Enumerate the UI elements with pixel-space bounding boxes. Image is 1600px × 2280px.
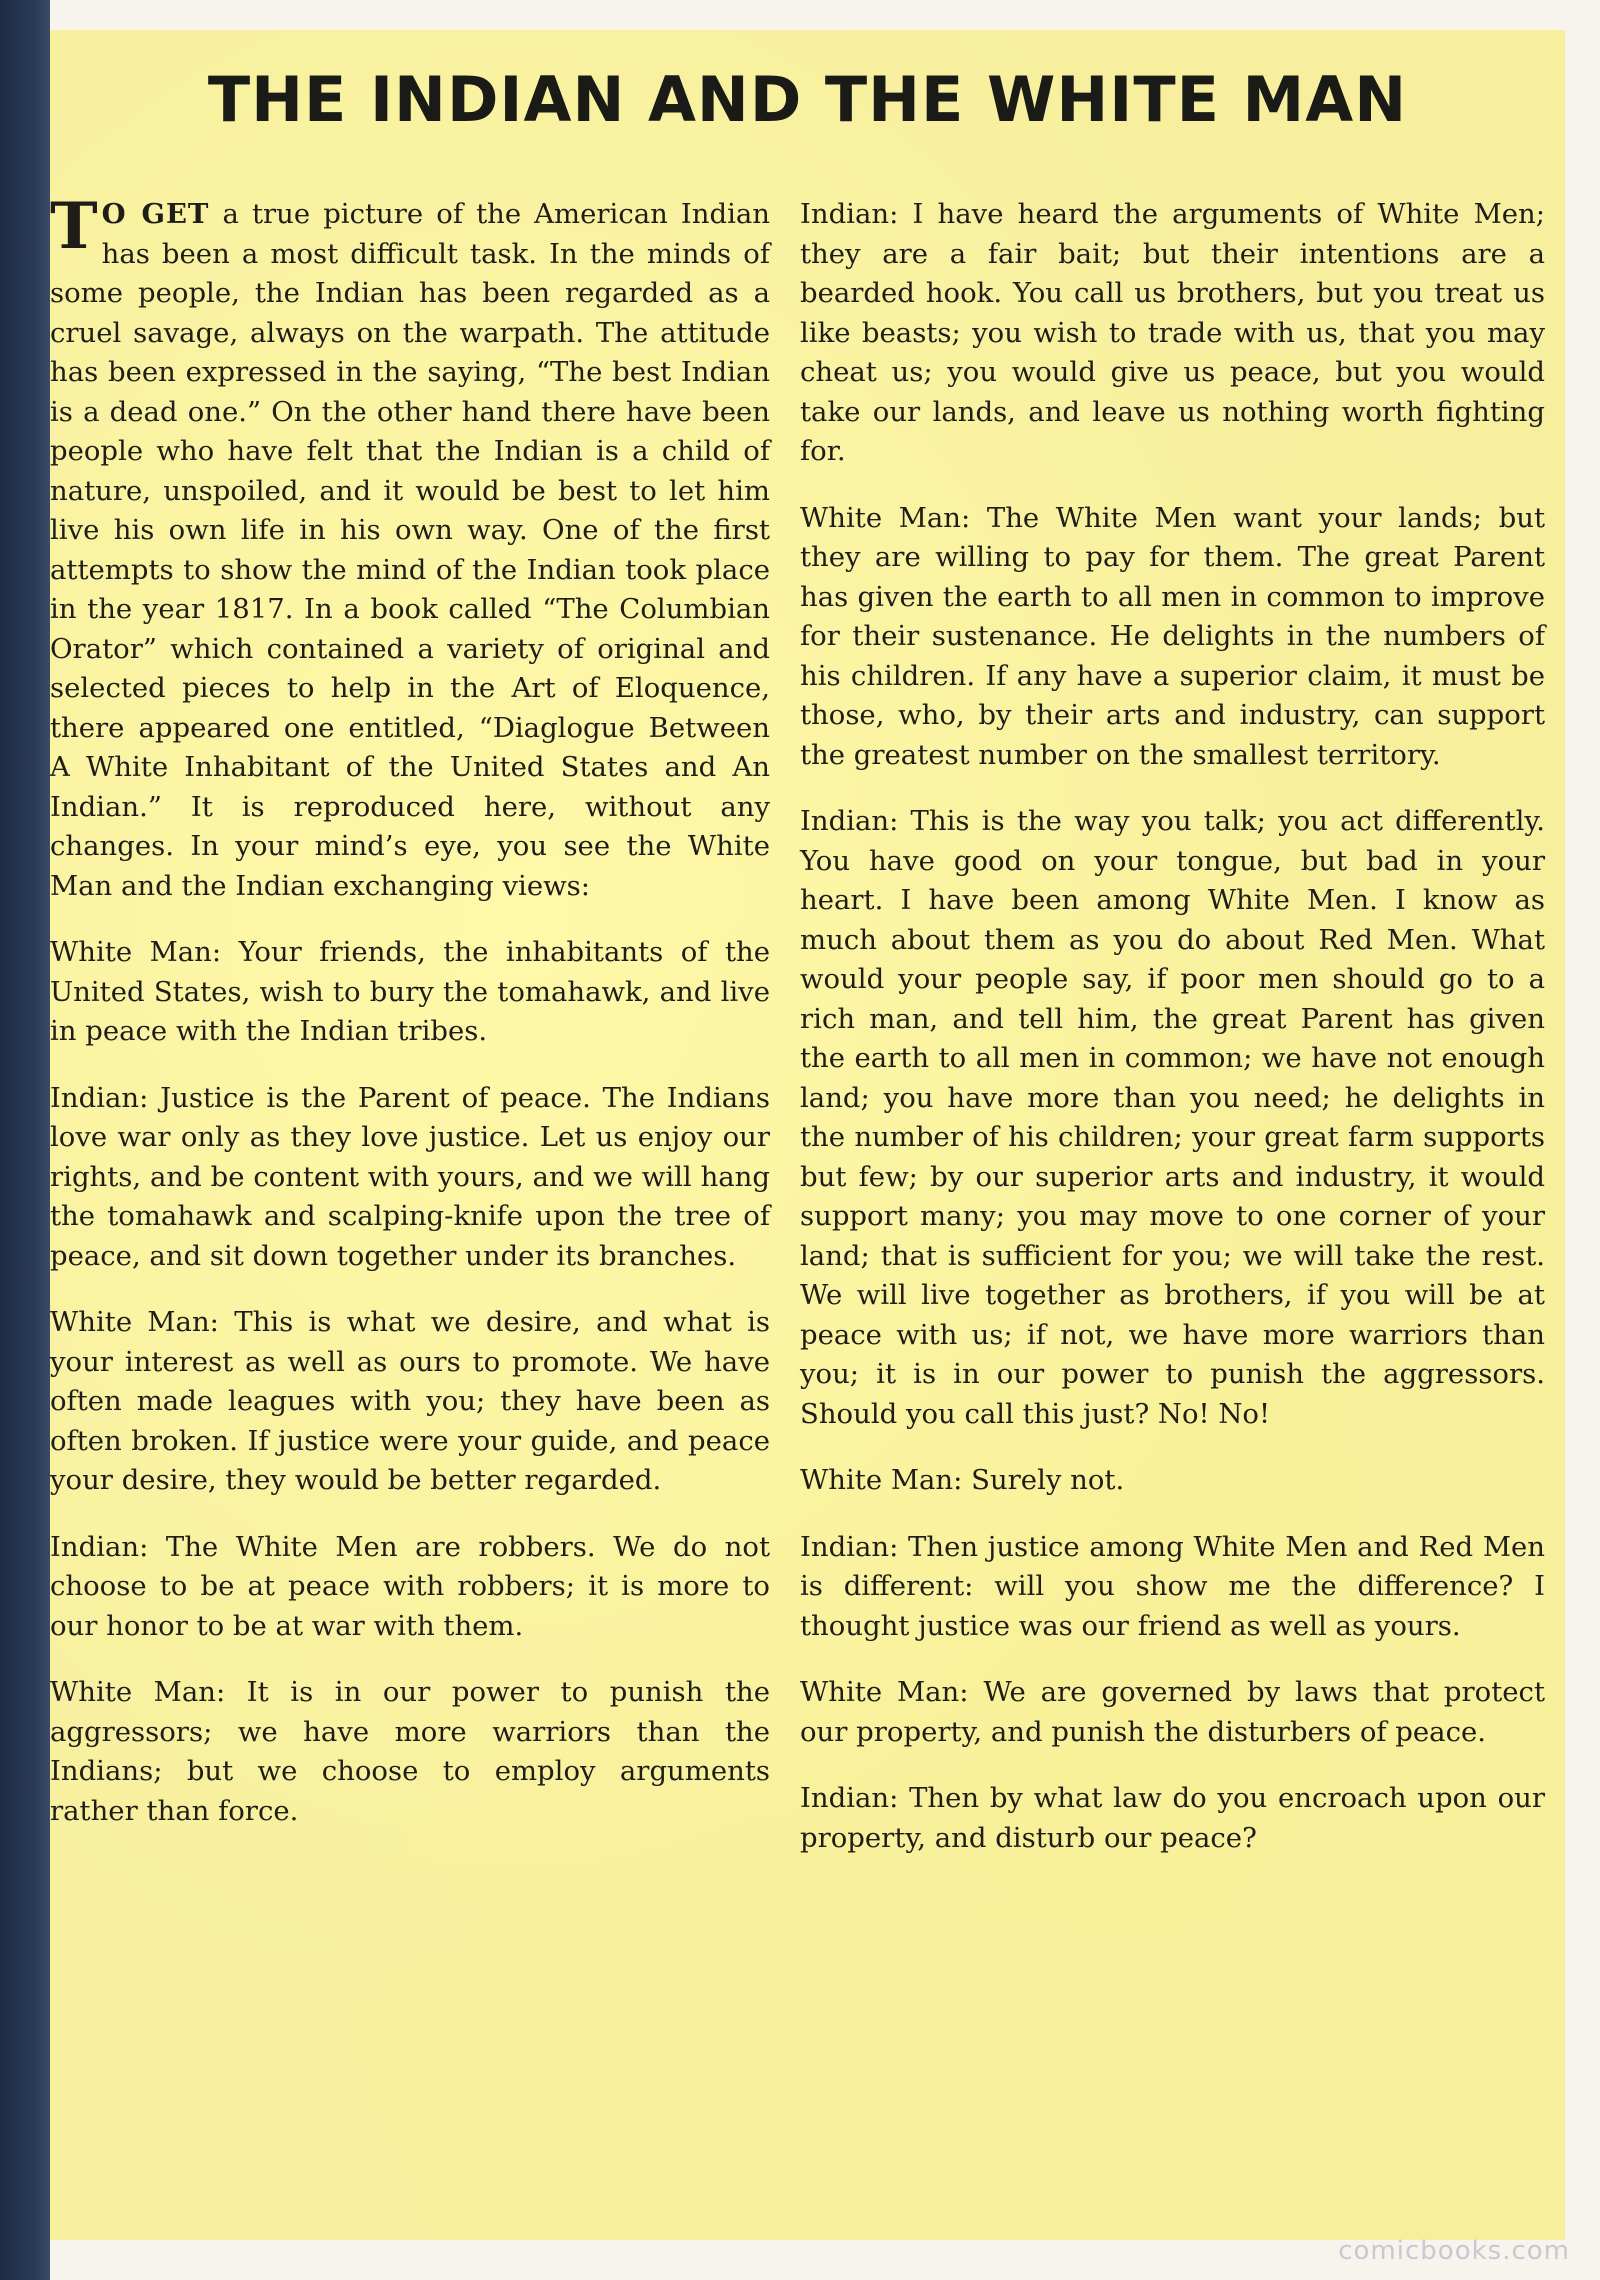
dialogue-line: White Man: The White Men want your lands; but they are willing to pay for them. The great Parent has given the earth to all men in common to improve for their sustenance. He delights in the numbers of his children. If any have a superior claim, it must be those, who, by their arts and industry, can support the greatest number on the smallest territory.: [800, 501, 1545, 771]
article-title: THE INDIAN AND THE WHITE MAN: [207, 63, 1408, 136]
binding-edge: [0, 0, 50, 2280]
dialogue-line: Indian: The White Men are robbers. We do not choose to be at peace with robbers; it is more to our honor to be at war with them.: [50, 1530, 770, 1642]
dialogue-line: Indian: Then by what law do you encroach upon our property, and disturb our peace?: [800, 1782, 1545, 1854]
intro-text: a true picture of the American Indian has been a most difficult task. In the minds of some people, the Indian has been regarded as a cruel savage, always on the warpath. The attitude has been expressed in the saying, “The best Indian is a dead one.” On the other hand there have been people who have felt that the Indian is a child of nature, unspoiled, and it would be best to let him live his own life in his own way. One of the first attempts to show the mind of the Indian took place in the year 1817. In a book called “The Columbian Orator” which contained a variety of original and selected pieces to help in the Art of Eloquence, there appeared one entitled, “Diaglogue Between A White Inhabitant of the United States and An Indian.” It is reproduced here, without any changes. In your mind’s eye, you see the White Man and the Indian exchanging views:: [50, 198, 770, 902]
dialogue-line: Indian: I have heard the arguments of White Men; they are a fair bait; but their intentions are a bearded hook. You call us brothers, but you treat us like beasts; you wish to trade with us, that you may cheat us; you would give us peace, but you would take our lands, and leave us nothing worth fighting for.: [800, 198, 1545, 467]
intro-paragraph: [50, 189, 770, 906]
page: [50, 0, 1600, 2280]
dialogue-line: Indian: Then justice among White Men and Red Men is different: will you show me the difference? I thought justice was our friend as well as yours.: [800, 1530, 1545, 1642]
left-column: [50, 189, 770, 1858]
dialogue-line: White Man: Surely not.: [800, 1464, 1125, 1496]
intro-lead: O GET: [101, 198, 210, 230]
dialogue-line: White Man: This is what we desire, and what is your interest as well as ours to promote. We have often made leagues with you; they have been as often broken. If justice were your guide, and peace your desire, they would be better regarded.: [50, 1306, 770, 1496]
right-column: [800, 195, 1545, 1885]
dialogue-line: White Man: It is in our power to punish the aggressors; we have more warriors than the Indians; but we choose to employ arguments rather than force.: [50, 1676, 770, 1827]
drop-cap: T: [50, 189, 98, 264]
dialogue-line: White Man: We are governed by laws that protect our property, and punish the disturbers of peace.: [800, 1676, 1545, 1748]
article-panel: [50, 30, 1565, 2240]
site-watermark: comicbooks.com: [1338, 2236, 1570, 2266]
dialogue-line: Indian: Justice is the Parent of peace. The Indians love war only as they love justice. Let us enjoy our rights, and be content with yours, and we will hang the tomahawk and scalping-knife upon the tree of peace, and sit down together under its branches.: [50, 1081, 770, 1272]
dialogue-line: White Man: Your friends, the inhabitants of the United States, wish to bury the tomahawk, and live in peace with the Indian tribes.: [50, 936, 770, 1047]
dialogue-line: Indian: This is the way you talk; you act differently. You have good on your tongue, but bad in your heart. I have been among White Men. I know as much about them as you do about Red Men. What would your people say, if poor men should go to a rich man, and tell him, the great Parent has given the earth to all men in common; we have not enough land; you have more than you need; he delights in the number of his children; your great farm supports but few; by our superior arts and industry, it would support many; you may move to one corner of your land; that is sufficient for you; we will take the rest. We will live together as brothers, if you will be at peace with us; if not, we have more warriors than you; it is in our power to punish the aggressors. Should you call this just? No! No!: [800, 805, 1545, 1430]
